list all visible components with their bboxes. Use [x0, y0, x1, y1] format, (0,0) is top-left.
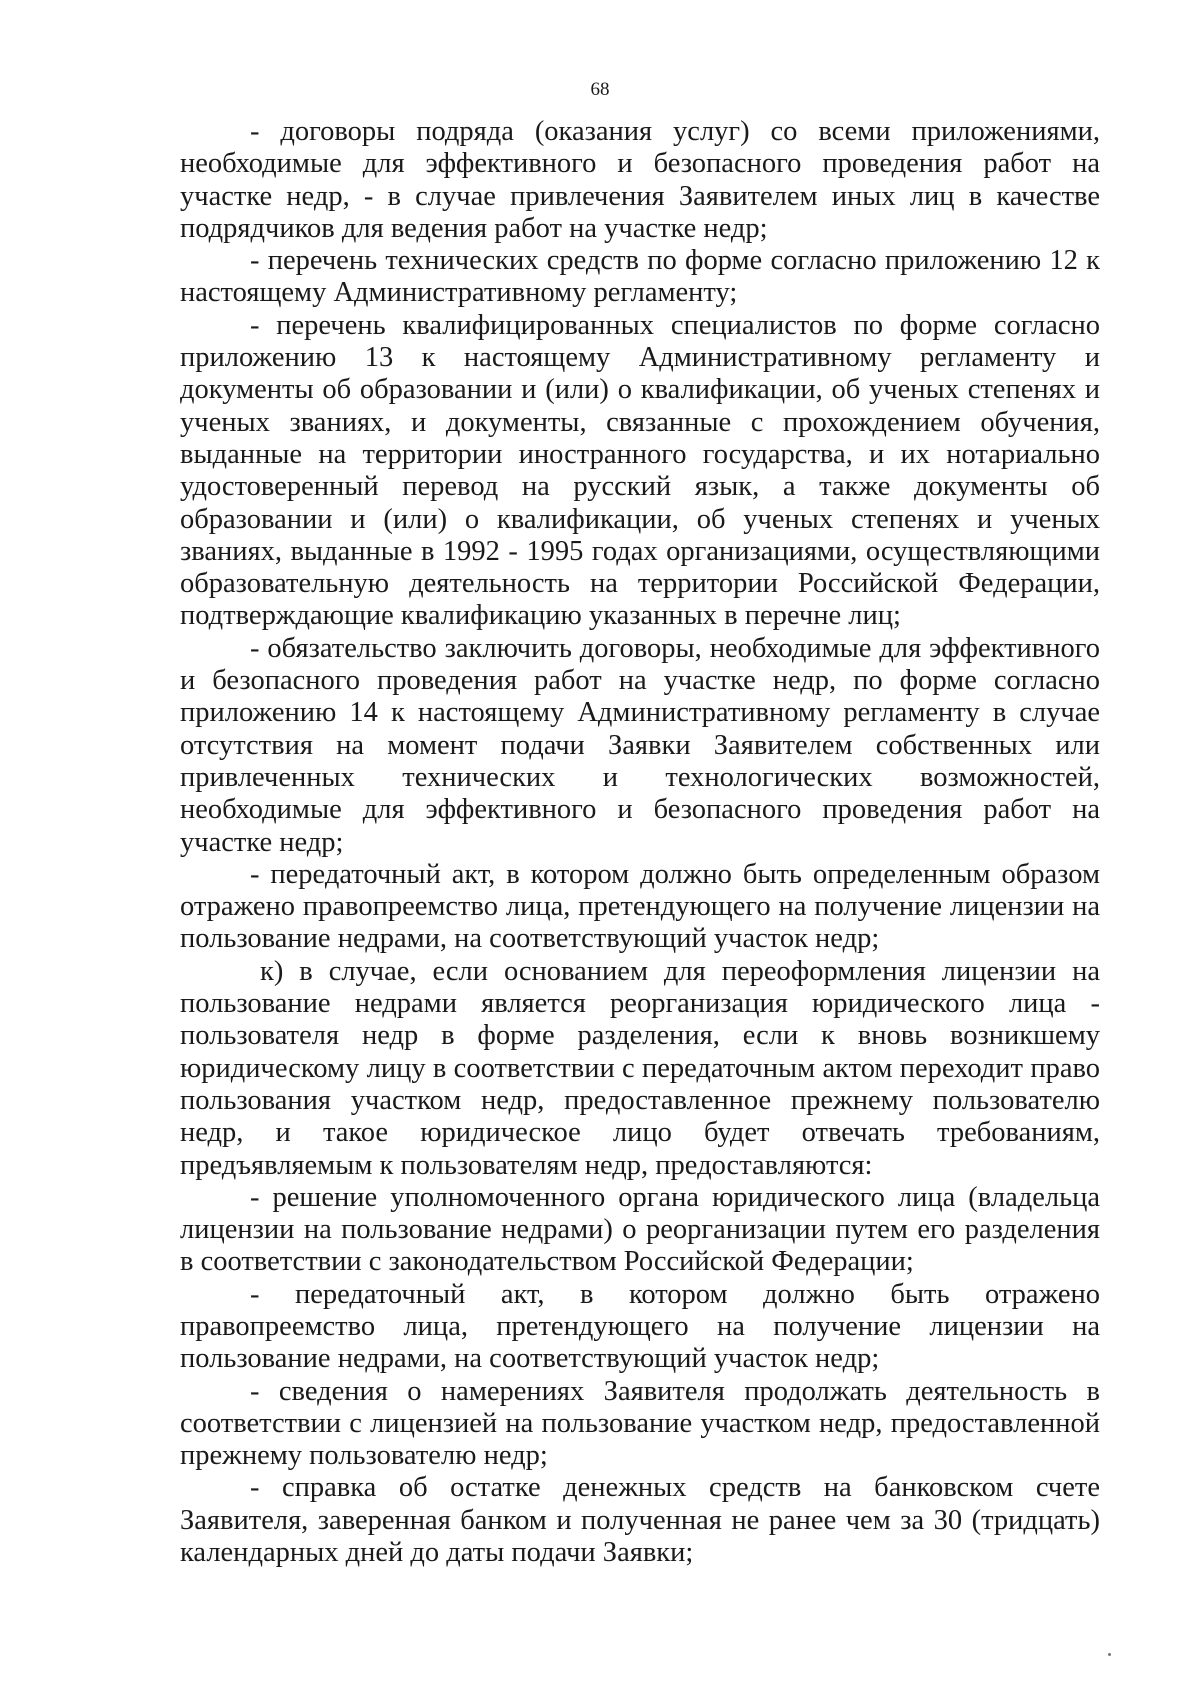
paragraph-transfer-act: - передаточный акт, в котором должно быть определенным образом отражено правопреемство лица, претендующего на получение лицензии на пользование недрами, на соответствующий участок недр; [180, 858, 1100, 955]
paragraph-transfer-act-2: - передаточный акт, в котором должно быть отражено правопреемство лица, претендующего на получение лицензии на пользование недрами, на соответствующий участок недр; [180, 1278, 1100, 1375]
paragraph-technical-means: - перечень технических средств по форме согласно приложению 12 к настоящему Административному регламенту; [180, 245, 1100, 309]
paragraph-qualified-specialists: - перечень квалифицированных специалистов по форме согласно приложению 13 к настоящему Административному регламенту и документы об образовании и (или) о квалификации, об ученых степенях и ученых званиях, и документы, связанные с прохождением обучения, выданные на территории иностранного государства, и их нотариально удостоверенный перевод на русский язык, а также документы об образовании и (или) о квалификации, об ученых степенях и ученых званиях, выданные в 1992 - 1995 годах организациями, осуществляющими образовательную деятельность на территории Российской Федерации, подтверждающие квалификацию указанных в перечне лиц; [180, 309, 1100, 632]
paragraph-reorganization-decision: - решение уполномоченного органа юридического лица (владельца лицензии на пользование недрами) о реорганизации путем его разделения в соответствии с законодательством Российской Федерации; [180, 1181, 1100, 1278]
paragraph-item-k: к) в случае, если основанием для переоформления лицензии на пользование недрами является реорганизация юридического лица - пользователя недр в форме разделения, если к вновь возникшему юридическому лицу в соответствии с передаточным актом переходит право пользования участком недр, предоставленное прежнему пользователю недр, и такое юридическое лицо будет отвечать требованиям, предъявляемым к пользователям недр, предоставляются: [180, 955, 1100, 1181]
scan-speck [1108, 1653, 1111, 1656]
paragraph-contracts: - договоры подряда (оказания услуг) со всеми приложениями, необходимые для эффективного и безопасного проведения работ на участке недр, - в случае привлечения Заявителем иных лиц в качестве подрядчиков для ведения работ на участке недр; [180, 116, 1100, 244]
paragraph-bank-statement: - справка об остатке денежных средств на банковском счете Заявителя, заверенная банком и полученная не ранее чем за 30 (тридцать) календарных дней до даты подачи Заявки; [180, 1472, 1100, 1569]
paragraph-intentions: - сведения о намерениях Заявителя продолжать деятельность в соответствии с лицензией на пользование участком недр, предоставленной прежнему пользователю недр; [180, 1375, 1100, 1472]
page-number: 68 [590, 79, 610, 100]
paragraph-obligation: - обязательство заключить договоры, необходимые для эффективного и безопасного проведения работ на участке недр, по форме согласно приложению 14 к настоящему Административному регламенту в случае отсутствия на момент подачи Заявки Заявителем собственных или привлеченных технических и технологических возможностей, необходимые для эффективного и безопасного проведения работ на участке недр; [180, 632, 1100, 858]
document-body [180, 116, 1100, 1569]
